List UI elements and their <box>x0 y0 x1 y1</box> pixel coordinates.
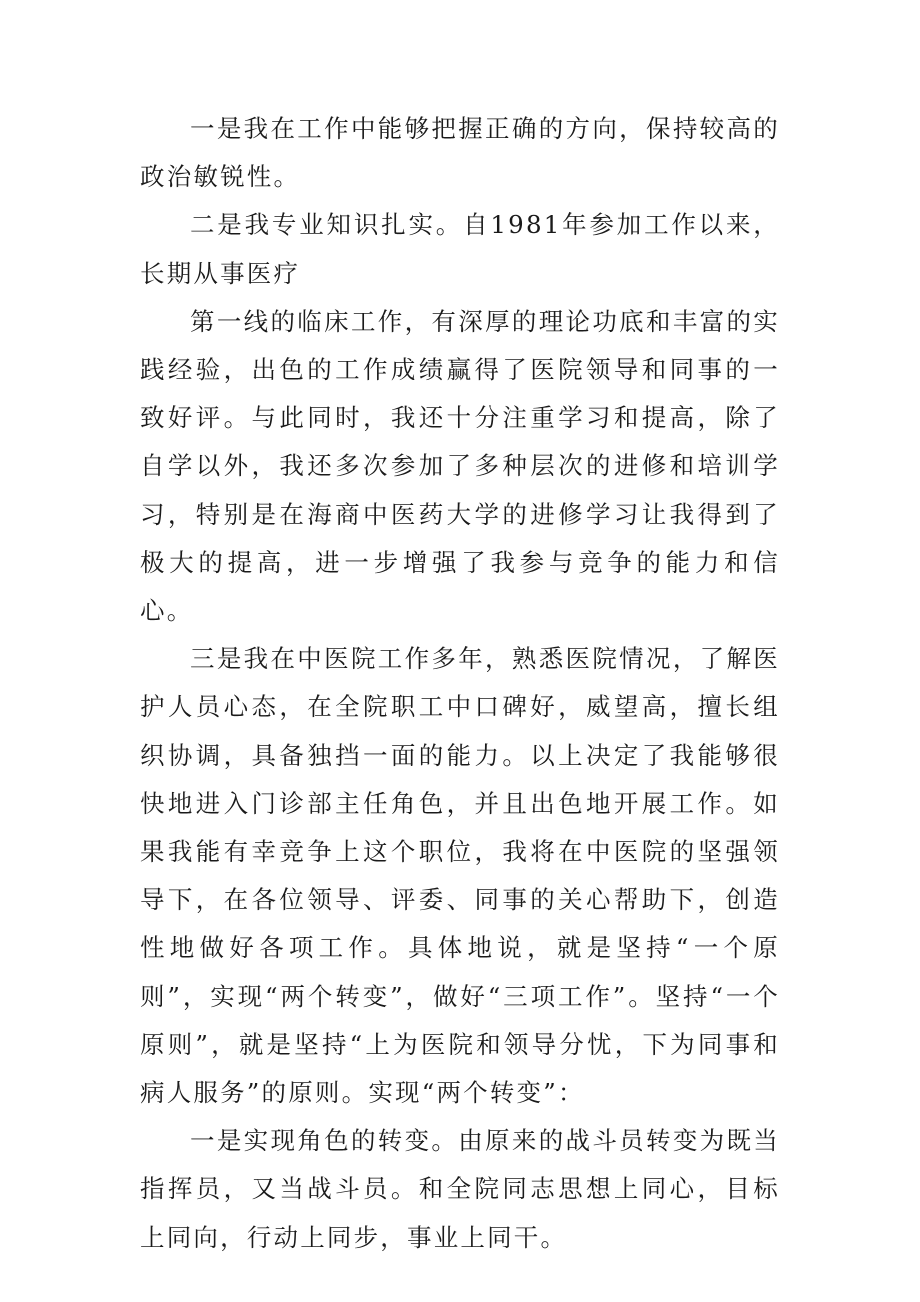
paragraph-point-two: 二是我专业知识扎实。自1981年参加工作以来，长期从事医疗 <box>140 210 780 288</box>
paragraph-point-three: 三是我在中医院工作多年，熟悉医院情况，了解医护人员心态，在全院职工中口碑好，威望高，擅长组织协调，具备独挡一面的能力。以上决定了我能够很快地进入门诊部主任角色，并且出色地开展工作。如果我能有幸竞争上这个职位，我将在中医院的坚强领导下，在各位领导、评委、同事的关心帮助下，创造性地做好各项工作。具体地说，就是坚持“一个原则”，实现“两个转变”，做好“三项工作”。坚持“一个原则”，就是坚持“上为医院和领导分忧，下为同事和病人服务”的原则。实现“两个转变”： <box>140 644 780 1108</box>
paragraph-role-change: 一是实现角色的转变。由原来的战斗员转变为既当指挥员，又当战斗员。和全院同志思想上同心，目标上同向，行动上同步，事业上同干。 <box>140 1126 780 1252</box>
paragraph-clinical-experience: 第一线的临床工作，有深厚的理论功底和丰富的实践经验，出色的工作成绩赢得了医院领导和同事的一致好评。与此同时，我还十分注重学习和提高，除了自学以外，我还多次参加了多种层次的进修和培训学习，特别是在海商中医药大学的进修学习让我得到了极大的提高，进一步增强了我参与竞争的能力和信心。 <box>140 306 780 626</box>
paragraph-point-one: 一是我在工作中能够把握正确的方向，保持较高的政治敏锐性。 <box>140 114 780 192</box>
document-page <box>140 105 780 1262</box>
